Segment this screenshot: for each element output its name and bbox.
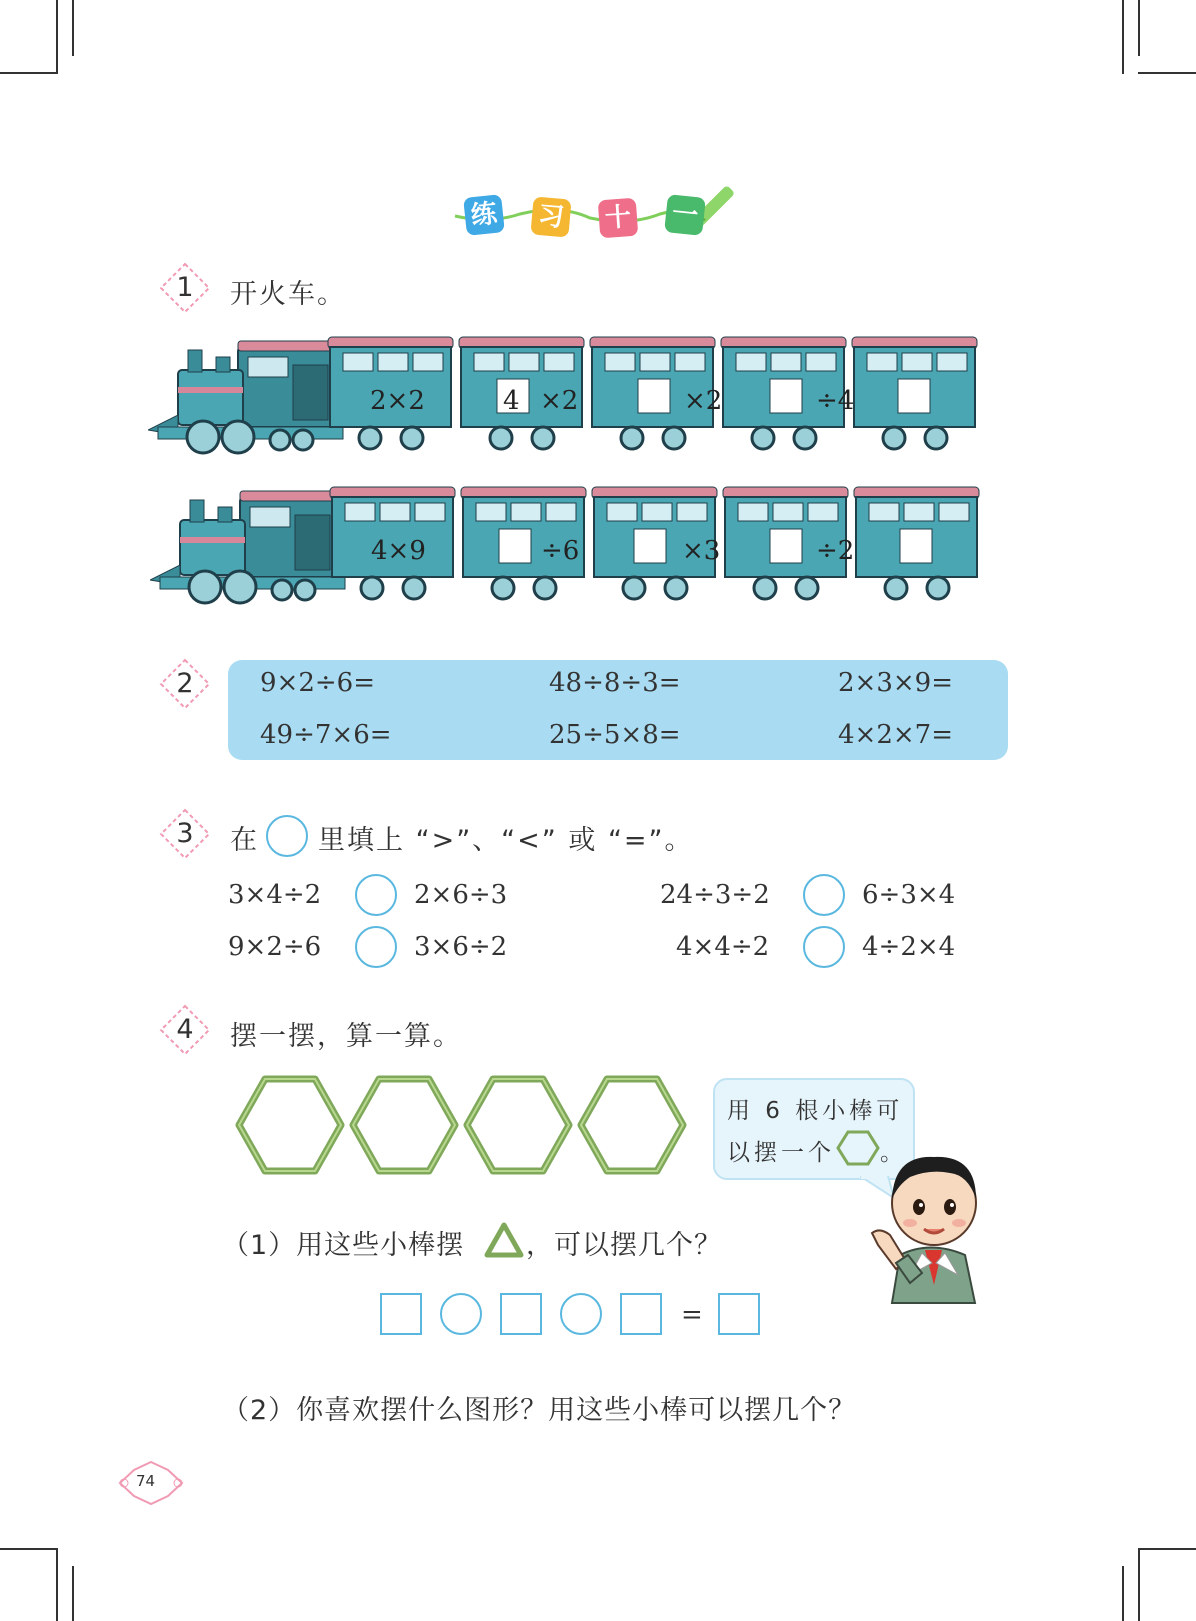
crop-mark: [72, 1566, 74, 1621]
hexagon-icon: [353, 1079, 455, 1171]
train-2: [150, 485, 1010, 610]
expression: 4×2×7=: [838, 720, 953, 750]
answer-circle-example: [266, 815, 308, 857]
train-car: [852, 337, 977, 449]
compare-right: 4÷2×4: [862, 932, 956, 962]
compare-right: 2×6÷3: [414, 880, 508, 910]
expression: 48÷8÷3=: [549, 668, 681, 698]
compare-left: 3×4÷2: [228, 880, 322, 910]
answer-box[interactable]: [620, 1293, 662, 1335]
crop-mark: [0, 72, 56, 74]
question-3-text-end: 里填上 “>”、“<” 或 “=”。: [318, 825, 694, 856]
locomotive: [148, 341, 350, 453]
car-expression: ×3: [682, 536, 721, 566]
compare-right: 3×6÷2: [414, 932, 508, 962]
crop-mark: [1122, 1566, 1124, 1621]
crop-mark: [1138, 1548, 1196, 1550]
expression: 25÷5×8=: [549, 720, 681, 750]
question-number-2: 2: [159, 658, 211, 710]
operator-circle[interactable]: [560, 1293, 602, 1335]
hexagon-icon: [467, 1079, 569, 1171]
question-4-text: 摆一摆，算一算。: [230, 1021, 462, 1052]
compare-right: 6÷3×4: [862, 880, 956, 910]
sub-question-1-b: ，可以摆几个？: [526, 1230, 722, 1261]
car-expression: ÷6: [541, 536, 580, 566]
bubble-text-line1: 用 6 根小棒可: [727, 1098, 904, 1124]
expression: 2×3×9=: [838, 668, 953, 698]
compare-left: 4×4÷2: [676, 932, 770, 962]
title-char: 习: [530, 196, 571, 237]
crop-mark: [1138, 0, 1140, 56]
equals-sign: =: [681, 1300, 703, 1330]
question-number-4: 4: [159, 1004, 211, 1056]
triangle-icon: [484, 1222, 524, 1258]
crop-mark: [56, 0, 58, 74]
hexagon-sticks: [235, 1075, 695, 1180]
hexagon-icon: [581, 1079, 683, 1171]
answer-box[interactable]: [380, 1293, 422, 1335]
crop-mark: [1122, 0, 1124, 74]
question-number-1: 1: [159, 262, 211, 314]
car-expression: ÷4: [816, 386, 855, 416]
compare-circle[interactable]: [355, 926, 397, 968]
sub-question-2: （2）你喜欢摆什么图形？用这些小棒可以摆几个？: [222, 1395, 857, 1426]
compare-left: 9×2÷6: [228, 932, 322, 962]
operator-circle[interactable]: [440, 1293, 482, 1335]
car-expression: 2×2: [370, 386, 425, 416]
locomotive: [150, 491, 352, 603]
bubble-text-end: 。: [880, 1140, 907, 1166]
hexagon-icon: [239, 1079, 341, 1171]
car-expression: ×2: [684, 386, 723, 416]
compare-circle[interactable]: [803, 926, 845, 968]
compare-circle[interactable]: [355, 874, 397, 916]
sub-question-1-a: （1）用这些小棒摆: [222, 1230, 465, 1261]
car-expression: ÷2: [816, 536, 855, 566]
title-char: 练: [463, 194, 505, 236]
crop-mark: [72, 0, 74, 56]
compare-left: 24÷3÷2: [660, 880, 770, 910]
question-1-text: 开火车。: [230, 279, 346, 310]
crop-mark: [1138, 1548, 1140, 1621]
bubble-text-line2: 以摆一个: [727, 1140, 835, 1166]
crop-mark: [56, 1548, 58, 1621]
question-number-3: 3: [159, 808, 211, 860]
answer-box[interactable]: [718, 1293, 760, 1335]
compare-circle[interactable]: [803, 874, 845, 916]
boy-illustration: [870, 1135, 1005, 1305]
answer-box[interactable]: [500, 1293, 542, 1335]
expression: 49÷7×6=: [260, 720, 392, 750]
question-3-text-start: 在: [230, 825, 259, 856]
crop-mark: [0, 1548, 56, 1550]
title-char: 一: [664, 194, 706, 236]
crop-mark: [1138, 72, 1196, 74]
car-expression: 4×9: [371, 536, 426, 566]
section-title: [455, 196, 755, 246]
car-answer: 4: [503, 386, 520, 416]
car-expression: ×2: [540, 386, 579, 416]
page-number: 74: [136, 1472, 156, 1490]
expression: 9×2÷6=: [260, 668, 375, 698]
train-car: [854, 487, 979, 599]
title-char: 十: [598, 198, 639, 239]
